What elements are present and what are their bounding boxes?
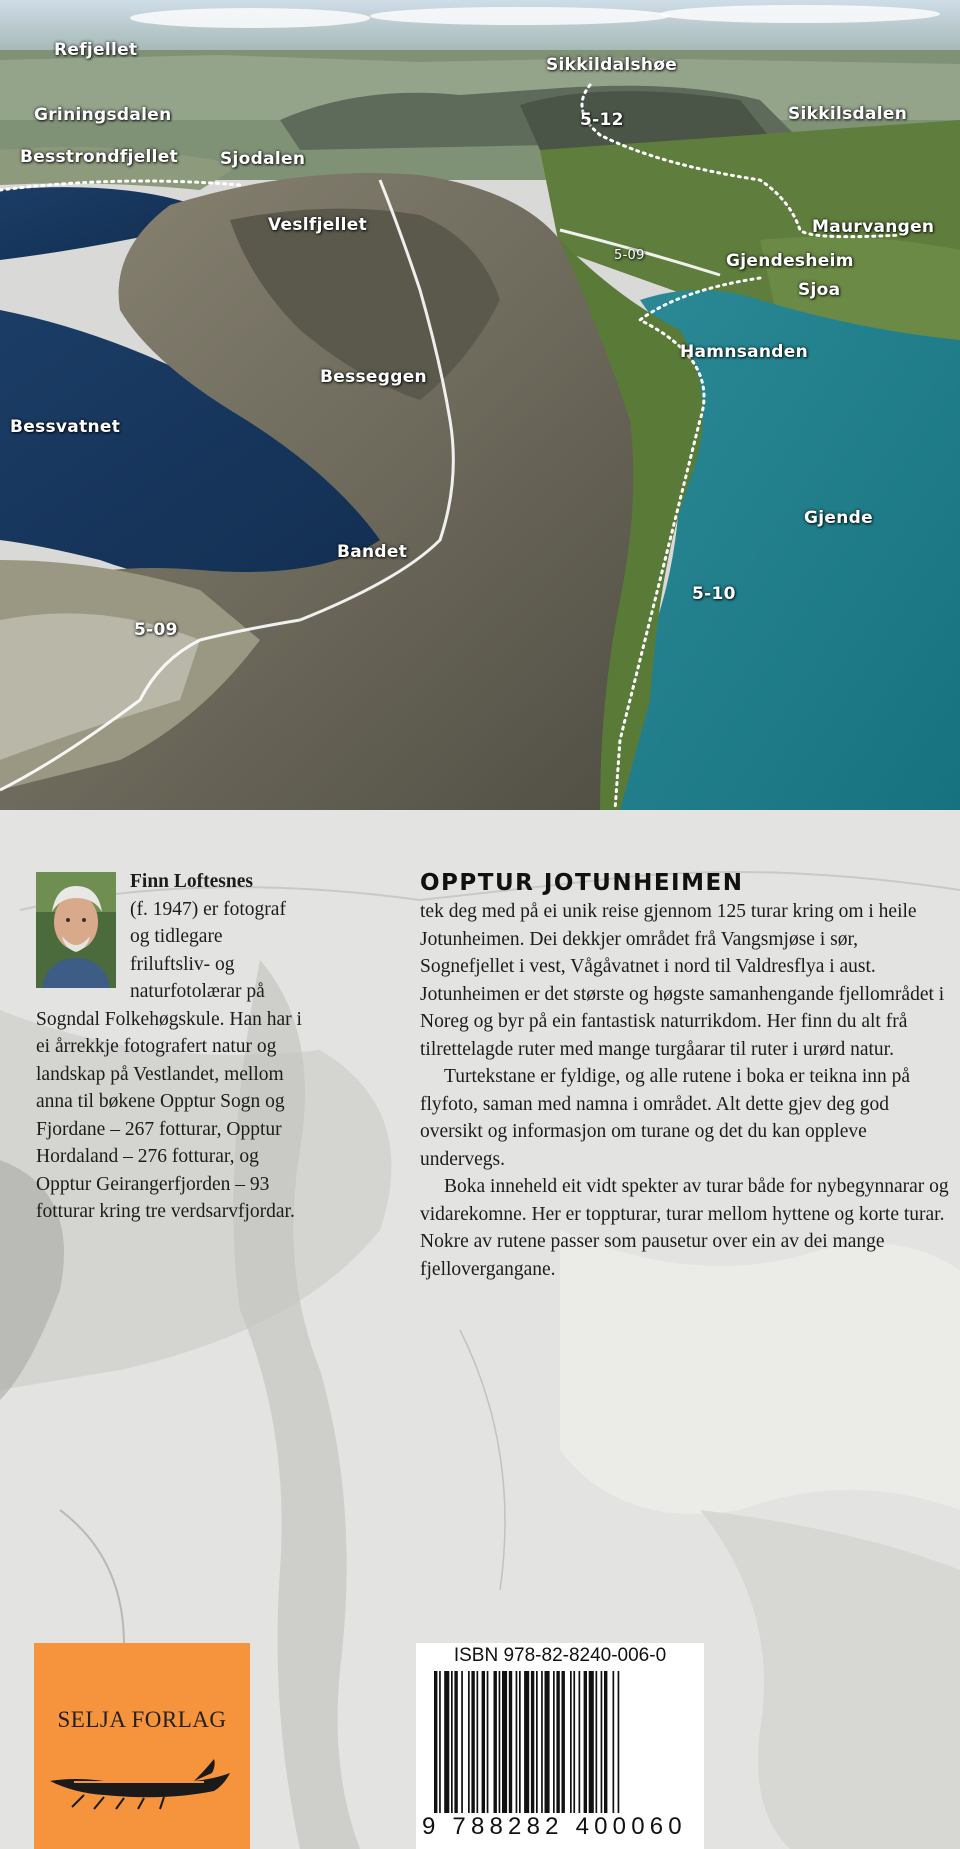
label-gjendesheim: Gjendesheim (726, 251, 854, 271)
author-bio-text: (f. 1947) er fotograf og tidlegare friluftsliv- og naturfotolærar på Sogndal Folkehøgskule. Han har i ei årrekkje fotografert natur og landskap på Vestlandet, mellom anna til bøkene Opptur Sogn og Fjordane – 267 fotturar, Opptur Hordaland – 276 fotturar, og Opptur Geirangerfjorden – 93 fotturar kring tre verdsarvfjordar. (36, 898, 302, 1222)
author-bio (36, 868, 306, 1226)
author-photo-spacer (36, 868, 130, 992)
author-name: Finn Loftesnes (130, 871, 253, 892)
aerial-photo (0, 0, 960, 810)
book-description (420, 868, 955, 1283)
label-route-5-10: 5-10 (692, 584, 736, 604)
description-paragraph-2: Turtekstane er fyldige, og alle rutene i boka er teikna inn på flyfoto, saman med namna i området. Alt dette gjev deg god oversikt og informasjon om turane og det du kan oppleve undervegs. (420, 1066, 911, 1170)
label-route-5-09-bottom: 5-09 (134, 620, 178, 640)
label-sikkilsdalen: Sikkilsdalen (788, 104, 908, 124)
label-refjellet: Refjellet (54, 40, 138, 60)
label-sjodalen: Sjodalen (220, 149, 306, 169)
barcode-digits: 9 788282 400060 (422, 1813, 687, 1840)
description-paragraph-1: tek deg med på ei unik reise gjennom 125 turar kring om i heile Jotunheimen. Dei dekkjer området frå Vangsmjøse i sør, Sognefjellet i vest, Vågåvatnet i nord til Valdresflya i aust. Jotunheimen er det største og høgste samanhengande fjellområdet i Noreg og byr på ein fantastisk naturrikdom. Her finn du alt frå tilrettelagde ruter med mange turgåarar til ruter i urørd natur. (420, 901, 945, 1060)
label-route-5-12: 5-12 (580, 110, 624, 130)
label-besseggen: Besseggen (320, 367, 427, 387)
label-route-5-09-top: 5-09 (614, 248, 645, 263)
isbn-label: ISBN 978-82-8240-006-0 (453, 1645, 667, 1666)
label-gjende: Gjende (804, 508, 873, 528)
label-veslfjellet: Veslfjellet (268, 215, 368, 235)
label-besstrondfjellet: Besstrondfjellet (20, 147, 179, 167)
label-maurvangen: Maurvangen (812, 217, 935, 237)
description-paragraph-3: Boka inneheld eit vidt spekter av turar både for nybegynnarar og vidarekomne. Her er toppturar, turar mellom hyttene og korte turar. Nokre av rutene passer som pausetur over ein av dei mange fjellovergangane. (420, 1176, 949, 1280)
label-bandet: Bandet (337, 542, 408, 562)
label-sjoa: Sjoa (798, 280, 841, 300)
label-hamnsanden: Hamnsanden (680, 342, 809, 362)
label-bessvatnet: Bessvatnet (10, 417, 121, 437)
book-title: OPPTUR JOTUNHEIMEN (420, 870, 744, 896)
label-sikkildalshoe: Sikkildalshøe (546, 55, 678, 75)
barcode-bars (430, 1671, 692, 1813)
publisher-name: SELJA FORLAG (57, 1707, 227, 1732)
isbn-barcode (416, 1643, 704, 1849)
viking-ship-icon (44, 1751, 240, 1811)
label-griningsdalen: Griningsdalen (34, 105, 172, 125)
publisher-logo (34, 1643, 250, 1849)
